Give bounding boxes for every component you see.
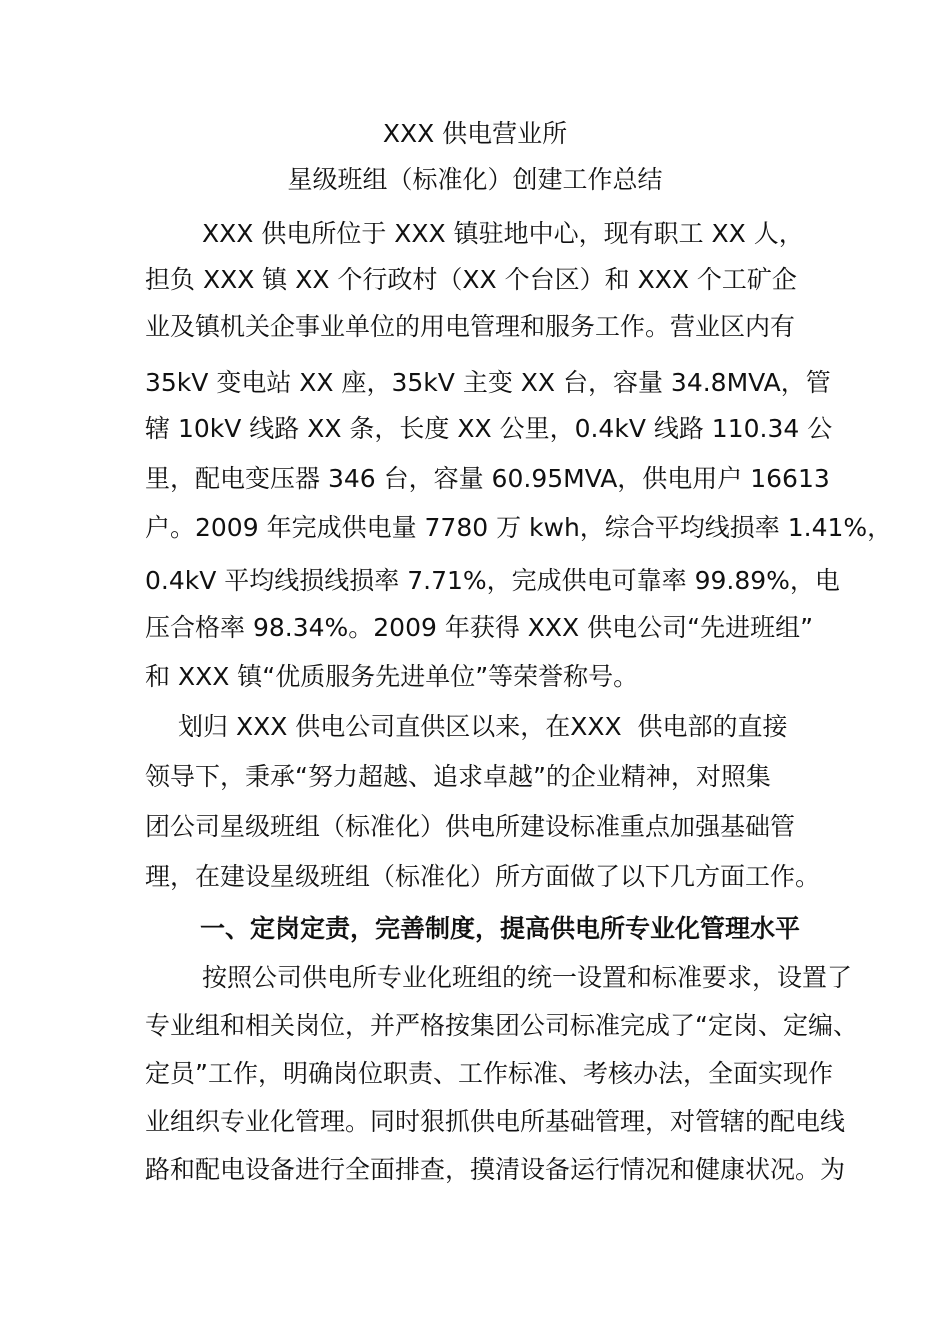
section-heading: 一、定岗定责，完善制度，提高供电所专业化管理水平 — [200, 914, 801, 943]
paragraph-line: 专业组和相关岗位，并严格按集团公司标准完成了“定岗、定编、 — [145, 1011, 858, 1040]
paragraph-line: 按照公司供电所专业化班组的统一设置和标准要求，设置了 — [202, 963, 853, 992]
paragraph-line: 担负 XXX 镇 XX 个行政村（XX 个台区）和 XXX 个工矿企 — [145, 265, 797, 294]
paragraph-line: 户。2009 年完成供电量 7780 万 kwh，综合平均线损率 1.41%， — [145, 513, 893, 542]
paragraph-line: 35kV 变电站 XX 座，35kV 主变 XX 台，容量 34.8MVA，管 — [145, 368, 831, 397]
paragraph-line: 领导下，秉承“努力超越、追求卓越”的企业精神，对照集 — [145, 762, 771, 791]
paragraph-line: 压合格率 98.34%。2009 年获得 XXX 供电公司“先进班组” — [145, 613, 814, 642]
paragraph-line: XXX 供电所位于 XXX 镇驻地中心，现有职工 XX 人， — [202, 219, 804, 248]
paragraph-line: 理，在建设星级班组（标准化）所方面做了以下几方面工作。 — [145, 862, 821, 891]
paragraph-line: 辖 10kV 线路 XX 条，长度 XX 公里，0.4kV 线路 110.34 公 — [145, 414, 833, 443]
document-title: XXX 供电营业所 — [382, 119, 568, 148]
paragraph-line: 定员”工作，明确岗位职责、工作标准、考核办法，全面实现作 — [145, 1059, 833, 1088]
paragraph-line: 业及镇机关企事业单位的用电管理和服务工作。营业区内有 — [145, 312, 796, 341]
paragraph-line: 里，配电变压器 346 台，容量 60.95MVA，供电用户 16613 — [145, 464, 830, 493]
paragraph-line: 和 XXX 镇“优质服务先进单位”等荣誉称号。 — [145, 662, 639, 691]
paragraph-line: 团公司星级班组（标准化）供电所建设标准重点加强基础管 — [145, 812, 796, 841]
paragraph-line: 业组织专业化管理。同时狠抓供电所基础管理，对管辖的配电线 — [145, 1107, 846, 1136]
paragraph-line: 0.4kV 平均线损线损率 7.71%，完成供电可靠率 99.89%，电 — [145, 566, 840, 595]
paragraph-line: 路和配电设备进行全面排查，摸清设备运行情况和健康状况。为 — [145, 1155, 846, 1184]
document-subtitle: 星级班组（标准化）创建工作总结 — [287, 165, 663, 194]
paragraph-line: 划归 XXX 供电公司直供区以来，在XXX 供电部的直接 — [178, 712, 788, 741]
